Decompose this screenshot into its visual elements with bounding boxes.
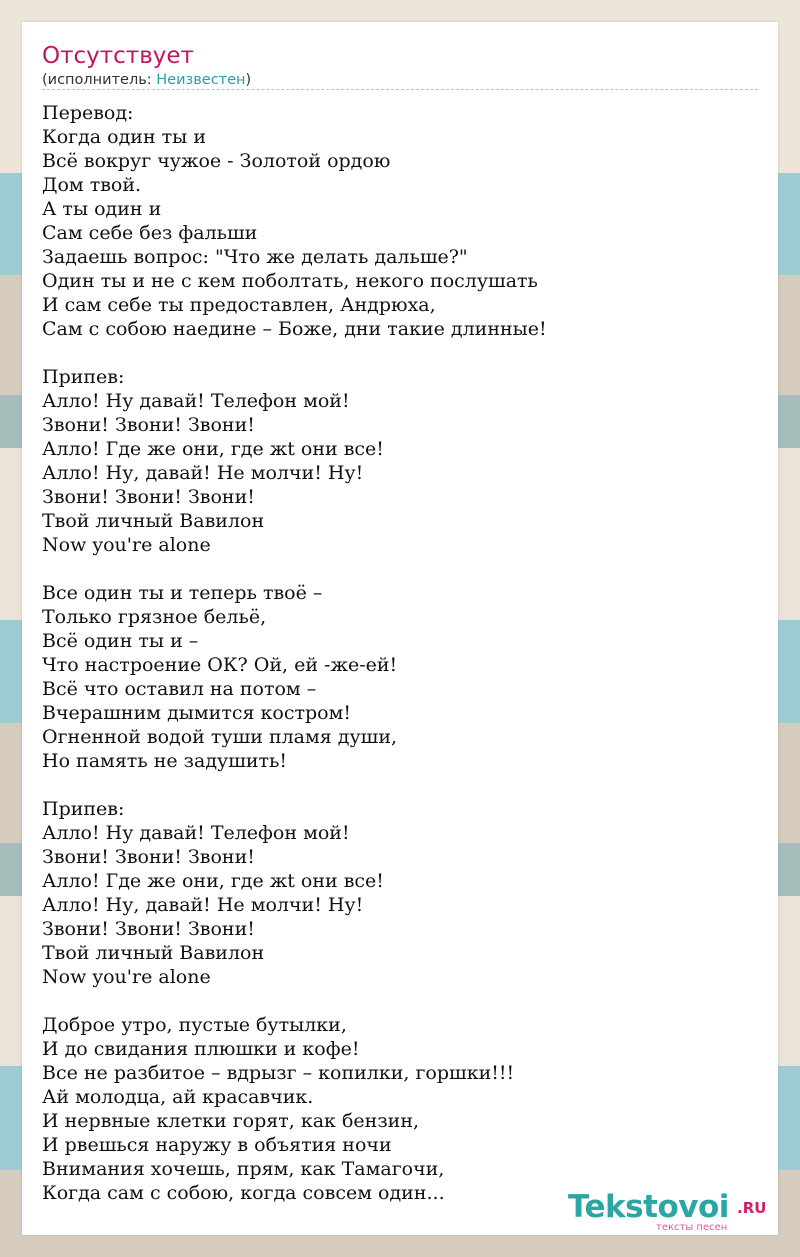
artist-line: [42, 71, 251, 89]
logo-tld: .RU: [737, 1199, 767, 1217]
logo-tagline: тексты песен: [656, 1222, 728, 1233]
lyrics-card: [22, 22, 778, 1235]
logo-wordmark: Tekstovoi: [568, 1189, 729, 1225]
artist-suffix: ): [245, 72, 252, 88]
title-divider: [42, 89, 758, 90]
song-title: Отсутствует: [42, 43, 194, 69]
site-logo[interactable]: [568, 1189, 778, 1235]
artist-prefix: (исполнитель:: [42, 72, 157, 88]
artist-link[interactable]: Неизвестен: [156, 72, 246, 88]
lyrics-text: Перевод: Когда один ты и Всё вокруг чужое - Золотой ордою Дом твой. А ты один и Сам себе без фальши Задаешь вопрос: "Что же делать дальше?" Один ты и не с кем поболтать, некого послушать И сам себе ты предоставлен, Андрюха, Сам с собою наедине – Боже, дни такие длинные! Припев: Алло! Ну давай! Телефон мой! Звони! Звони! Звони! Алло! Где же они, где жt они все! Алло! Ну, давай! Не молчи! Ну! Звони! Звони! Звони! Твой личный Вавилон Now you're alone Все один ты и теперь твоё – Только грязное бельё, Всё один ты и – Что настроение ОК? Ой, ей -же-ей! Всё что оставил на потом – Вчерашним дымится костром! Огненной водой туши пламя души, Но память не задушить! Припев: Алло! Ну давай! Телефон мой! Звони! Звони! Звони! Алло! Где же они, где жt они все! Алло! Ну, давай! Не молчи! Ну! Звони! Звони! Звони! Твой личный Вавилон Now you're alone Доброе утро, пустые бутылки, И до свидания плюшки и кофе! Все не разбитое – вдрызг – копилки, горшки!!! Ай молодца, ай красавчик. И нервные клетки горят, как бензин, И рвешься наружу в объятия ночи Внимания хочешь, прям, как Тамагочи, Когда сам с собою, когда совсем один...: [42, 102, 547, 1204]
